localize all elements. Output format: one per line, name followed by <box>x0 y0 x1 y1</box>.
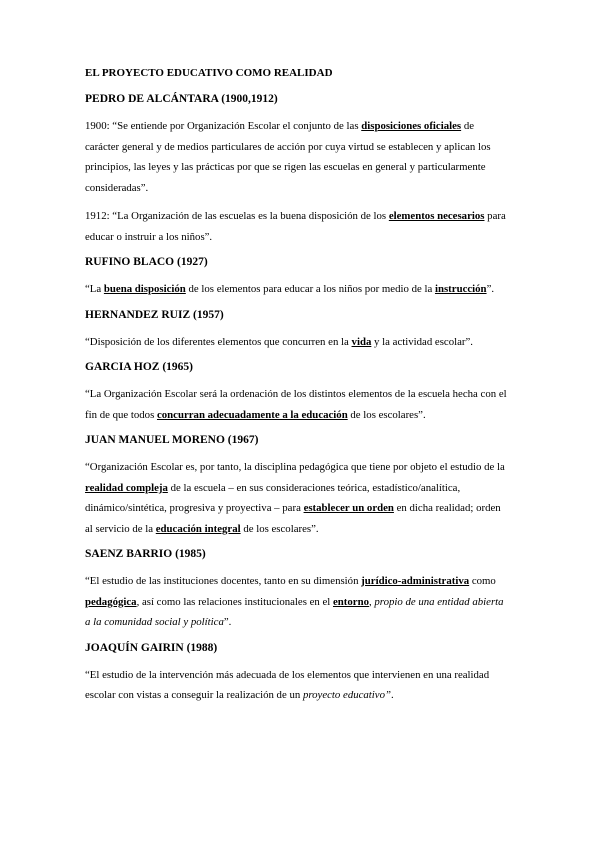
quote-text: para educar o instruir a los niños”. <box>85 210 506 243</box>
quote-paragraph <box>85 457 510 539</box>
quote-text: “El estudio de las instituciones docentes, tanto en su dimensión <box>85 575 362 587</box>
highlighted-term: concurran adecuadamente a la educación <box>156 408 348 421</box>
highlighted-term: buena disposición <box>103 283 186 295</box>
quote-paragraph <box>85 206 510 247</box>
highlighted-term: establecer un orden <box>303 502 394 514</box>
highlighted-term: educación integral <box>155 522 241 535</box>
author-heading: JOAQUÍN GAIRIN (1988) <box>85 641 218 654</box>
quote-text: en dicha realidad; orden al servicio de la <box>85 502 501 535</box>
quote-paragraph <box>85 571 510 633</box>
quote-text: . <box>391 689 394 701</box>
quote-text: “La <box>85 283 104 295</box>
quote-text: como <box>469 575 496 587</box>
highlighted-term: pedagógica <box>85 595 137 608</box>
highlighted-term: vida <box>351 335 372 348</box>
highlighted-term: elementos necesarios <box>388 210 485 222</box>
quote-text: de los elementos para educar a los niños por medio de la <box>185 283 435 295</box>
quote-paragraph <box>85 384 510 425</box>
document-page <box>85 66 510 714</box>
quote-text: ”. <box>486 283 495 295</box>
highlighted-term: realidad compleja <box>85 481 168 494</box>
highlighted-term: jurídico-administrativa <box>361 575 470 587</box>
quote-paragraph <box>85 116 510 198</box>
quote-text: , <box>368 595 375 608</box>
quote-text: de los escolares”. <box>347 408 426 421</box>
quote-paragraph <box>85 665 510 706</box>
quote-text: “La Organización Escolar será la ordenación de los distintos elementos de la escuela hecha con el fin de que todos <box>85 388 507 421</box>
highlighted-term: entorno <box>332 595 369 608</box>
quote-text: “El estudio de la intervención más adecuada de los elementos que intervienen en una realidad escolar con vistas a conseguir la realización de un <box>85 668 490 701</box>
italic-phrase: proyecto educativo” <box>302 689 391 701</box>
author-heading: RUFINO BLACO (1927) <box>85 256 208 268</box>
quote-text: “Disposición de los diferentes elementos que concurren en la <box>85 335 352 348</box>
author-heading: GARCIA HOZ (1965) <box>85 361 193 373</box>
quote-text: 1912: “La Organización de las escuelas es la buena disposición de los <box>85 210 389 222</box>
quote-text: de la escuela – en sus consideraciones teórica, estadístico/analítica, dinámico/sintética, progresiva y proyectiva – para <box>85 481 461 514</box>
quote-paragraph <box>85 279 510 300</box>
quote-text: “Organización Escolar es, por tanto, la disciplina pedagógica que tiene por objeto el estudio de la <box>85 461 505 473</box>
document-title: EL PROYECTO EDUCATIVO COMO REALIDAD <box>85 67 333 79</box>
quote-text: y la actividad escolar”. <box>371 335 473 348</box>
highlighted-term: disposiciones oficiales <box>361 120 462 132</box>
author-heading: SAENZ BARRIO (1985) <box>85 548 206 560</box>
quote-text: ”. <box>223 616 232 628</box>
italic-phrase: propio de una entidad abierta a la comunidad social y política <box>85 595 504 628</box>
author-heading: HERNANDEZ RUIZ (1957) <box>85 308 224 321</box>
quote-text: de los escolares”. <box>240 522 319 535</box>
author-heading: JUAN MANUEL MORENO (1967) <box>85 434 259 446</box>
quote-text: , así como las relaciones institucionales en el <box>136 595 333 608</box>
quote-text: de carácter general y de medios particulares de acción por cuya virtud se establecen y aplican los principios, las leyes y las prácticas por que se rigen las escuelas en general y particularmente consideradas”. <box>85 120 491 194</box>
quote-paragraph <box>85 332 510 353</box>
author-heading: PEDRO DE ALCÁNTARA (1900,1912) <box>85 93 278 105</box>
highlighted-term: instrucción <box>434 283 487 295</box>
quote-text: 1900: “Se entiende por Organización Escolar el conjunto de las <box>85 120 362 132</box>
